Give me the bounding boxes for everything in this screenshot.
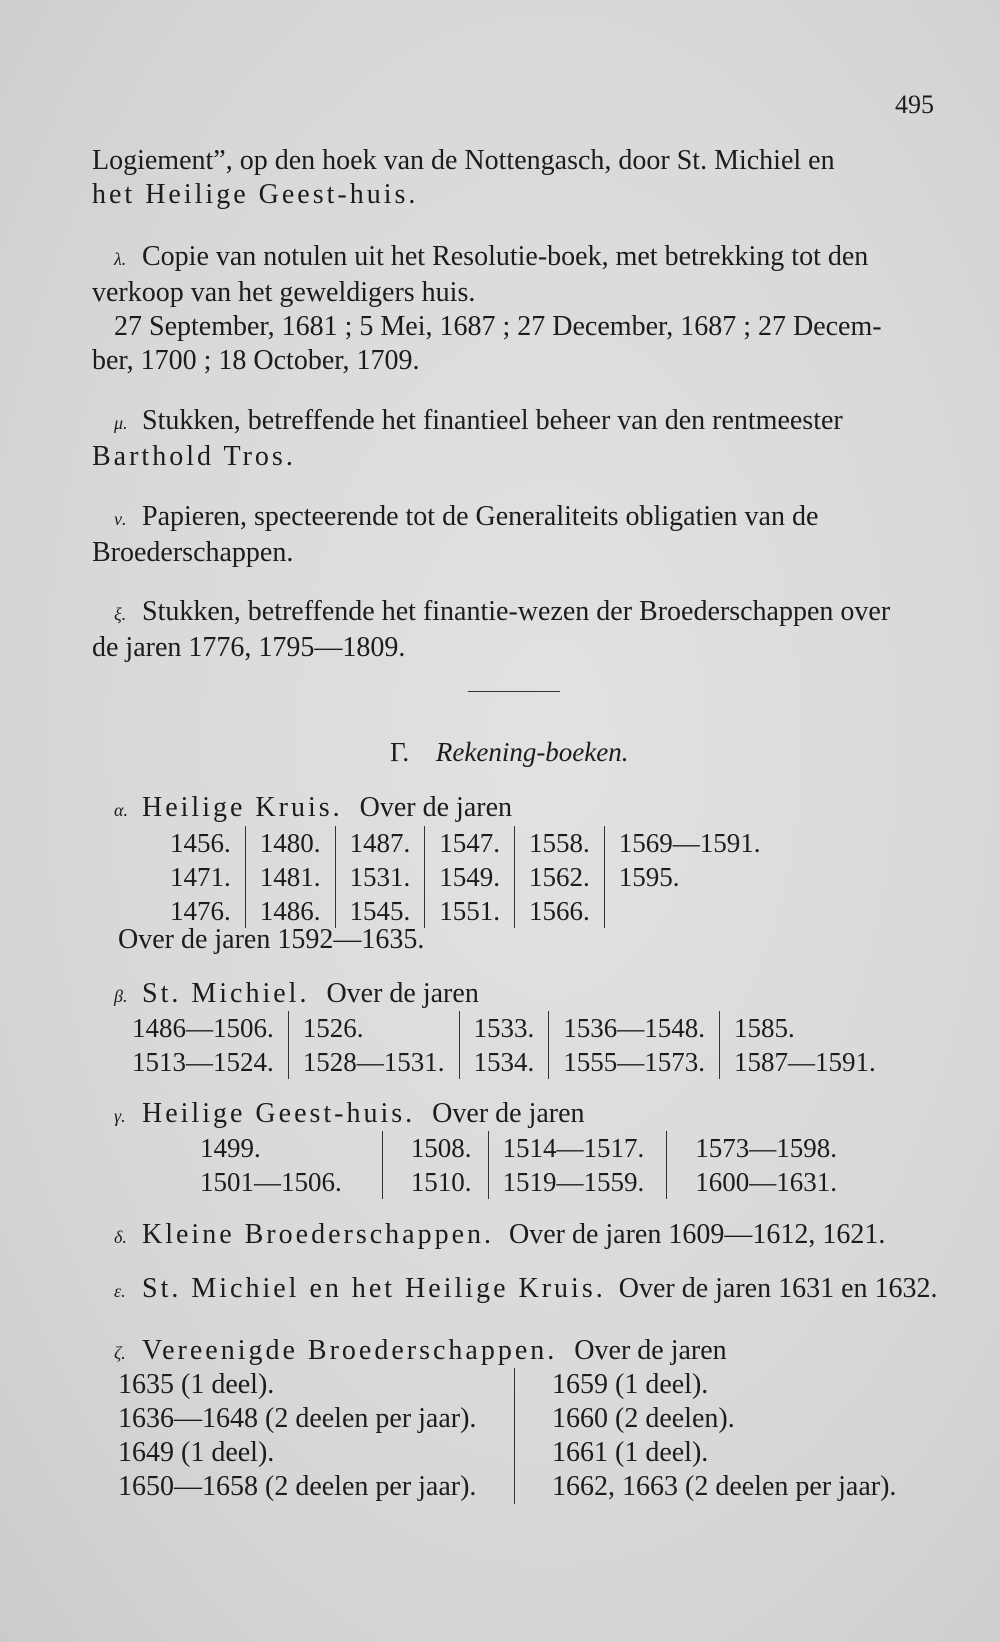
year-cell: 1566. [515, 894, 605, 928]
year-cell: 1501—1506. [200, 1167, 342, 1197]
year-cell: 1533. [459, 1011, 549, 1045]
year-cell: 1536—1548. [549, 1011, 720, 1045]
page-number: 495 [895, 90, 934, 119]
alpha-heading [92, 791, 512, 827]
zeta-entry: 1659 (1 deel). [552, 1369, 709, 1400]
year-cell: 1514—1517. [488, 1131, 667, 1165]
year-cell: 1573—1598. [667, 1131, 851, 1165]
year-cell: 1600—1631. [667, 1165, 851, 1199]
beta-years-table [118, 1011, 890, 1079]
year-cell: 1569—1591. [604, 826, 774, 860]
alpha-name: Heilige Kruis. [142, 792, 343, 823]
year-cell: 1595. [604, 860, 774, 894]
item-nu-line-1: Papieren, specteerende tot de Generaliteits obligatien van de [142, 501, 819, 532]
delta-suffix: Over de jaren 1609—1612, 1621. [509, 1219, 886, 1250]
zeta-name: Vereenigde Broederschappen. [142, 1335, 558, 1366]
year-cell: 1551. [425, 894, 515, 928]
alpha-years-table [156, 826, 775, 928]
year-cell: 1526. [288, 1011, 459, 1045]
intro-line-1: Logiement”, op den hoek van de Nottengasch, door St. Michiel en [92, 145, 835, 176]
item-mu-marker: μ. [114, 413, 128, 433]
year-cell: 1481. [245, 860, 335, 894]
zeta-left-column [118, 1368, 476, 1504]
section-letter: Γ. [390, 737, 410, 767]
item-lambda [92, 240, 882, 378]
zeta-entry: 1635 (1 deel). [118, 1369, 275, 1400]
zeta-right-column [552, 1368, 896, 1504]
zeta-entry: 1662, 1663 (2 deelen per jaar). [552, 1471, 897, 1502]
zeta-entry: 1660 (2 deelen). [552, 1403, 735, 1434]
item-lambda-line-2: verkoop van het geweldigers huis. [92, 277, 476, 308]
item-mu-line-1: Stukken, betreffende het finantieel beheer van den rentmeester [142, 405, 843, 436]
alpha-footer: Over de jaren 1592—1635. [118, 924, 425, 955]
year-cell: 1486. [245, 894, 335, 928]
year-cell: 1456. [170, 828, 231, 858]
year-cell: 1555—1573. [549, 1045, 720, 1079]
epsilon-marker: ε. [114, 1281, 126, 1301]
item-xi [92, 595, 890, 665]
year-cell: 1476. [170, 896, 231, 926]
zeta-entry: 1636—1648 (2 deelen per jaar). [118, 1403, 477, 1434]
year-cell: 1587—1591. [720, 1045, 890, 1079]
item-xi-line-2: de jaren 1776, 1795—1809. [92, 632, 406, 663]
year-cell: 1487. [335, 826, 425, 860]
alpha-suffix: Over de jaren [359, 792, 512, 823]
epsilon-line [92, 1272, 938, 1308]
year-cell: 1585. [720, 1011, 890, 1045]
alpha-marker: α. [114, 800, 128, 820]
intro-line-2: het Heilige Geest-huis. [92, 179, 419, 210]
item-lambda-line-1: Copie van notulen uit het Resolutie-boek, met betrekking tot den [142, 241, 869, 272]
gamma-suffix: Over de jaren [432, 1098, 585, 1129]
delta-marker: δ. [114, 1227, 127, 1247]
year-cell: 1562. [515, 860, 605, 894]
item-lambda-line-3: 27 September, 1681 ; 5 Mei, 1687 ; 27 December, 1687 ; 27 Decem- [114, 311, 882, 342]
zeta-entry: 1650—1658 (2 deelen per jaar). [118, 1471, 477, 1502]
year-cell: 1508. [382, 1131, 488, 1165]
beta-suffix: Over de jaren [326, 978, 479, 1009]
item-mu-line-2: Barthold Tros. [92, 441, 296, 472]
gamma-name: Heilige Geest-huis. [142, 1098, 416, 1129]
section-title: Rekening-boeken. [435, 737, 629, 767]
beta-name: St. Michiel. [142, 978, 310, 1009]
zeta-marker: ζ. [114, 1343, 126, 1363]
gamma-heading [92, 1097, 585, 1133]
year-cell: 1499. [200, 1133, 261, 1163]
year-cell: 1545. [335, 894, 425, 928]
zeta-column-divider [514, 1368, 515, 1504]
delta-name: Kleine Broederschappen. [142, 1219, 494, 1250]
year-cell: 1486—1506. [132, 1013, 274, 1043]
zeta-heading [92, 1334, 727, 1370]
year-cell: 1519—1559. [488, 1165, 667, 1199]
item-nu-marker: ν. [114, 509, 127, 529]
year-cell: 1549. [425, 860, 515, 894]
section-divider [468, 691, 560, 692]
zeta-entry: 1661 (1 deel). [552, 1437, 709, 1468]
item-xi-marker: ξ. [114, 604, 127, 624]
year-cell: 1547. [425, 826, 515, 860]
delta-line [92, 1218, 885, 1254]
year-cell: 1471. [170, 862, 231, 892]
zeta-entry: 1649 (1 deel). [118, 1437, 275, 1468]
epsilon-suffix: Over de jaren 1631 en 1632. [618, 1273, 938, 1304]
item-lambda-line-4: ber, 1700 ; 18 October, 1709. [92, 345, 420, 376]
beta-marker: β. [114, 986, 128, 1006]
year-cell: 1558. [515, 826, 605, 860]
year-cell: 1528—1531. [288, 1045, 459, 1079]
item-lambda-marker: λ. [114, 249, 127, 269]
item-xi-line-1: Stukken, betreffende het finantie-wezen der Broederschappen over [142, 596, 891, 627]
gamma-marker: γ. [114, 1106, 126, 1126]
year-cell [604, 894, 774, 928]
section-heading [390, 737, 629, 768]
item-nu [92, 500, 818, 570]
intro-paragraph [92, 144, 932, 212]
beta-heading [92, 977, 479, 1013]
year-cell: 1531. [335, 860, 425, 894]
item-nu-line-2: Broederschappen. [92, 537, 294, 568]
year-cell: 1534. [459, 1045, 549, 1079]
item-mu [92, 404, 843, 474]
zeta-suffix: Over de jaren [574, 1335, 727, 1366]
year-cell: 1480. [245, 826, 335, 860]
gamma-years-table [186, 1131, 851, 1199]
epsilon-name: St. Michiel en het Heilige Kruis. [142, 1273, 606, 1304]
year-cell: 1513—1524. [132, 1047, 274, 1077]
year-cell: 1510. [382, 1165, 488, 1199]
